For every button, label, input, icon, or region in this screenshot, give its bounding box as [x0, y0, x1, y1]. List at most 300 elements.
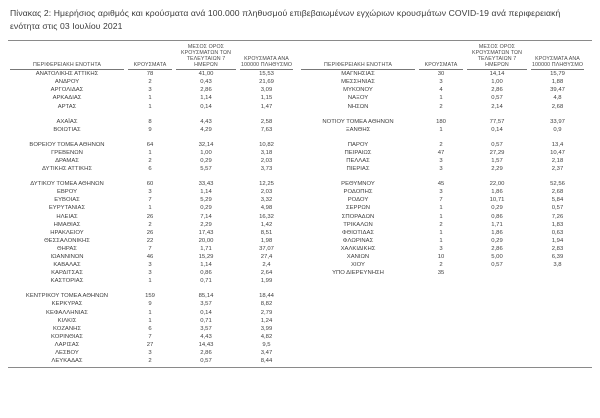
avg7-value: 32,14 — [198, 141, 214, 148]
avg7-value: 0,14 — [200, 103, 212, 110]
table-row — [299, 213, 586, 221]
table-row — [8, 357, 295, 365]
table-row — [299, 261, 586, 269]
per100k-value: 2,79 — [260, 309, 273, 316]
cases-value: 26 — [146, 213, 154, 220]
per100k-value: 52,56 — [550, 181, 565, 188]
region-name: ΑΡΚΑΔΙΑΣ — [52, 95, 82, 102]
avg7-value: 1,14 — [200, 189, 212, 196]
per100k-value: 3,8 — [553, 262, 562, 269]
spacer-row — [8, 285, 295, 292]
avg7-value: 1,14 — [200, 95, 212, 102]
spacer-cell — [299, 134, 586, 141]
table-row — [8, 188, 295, 196]
table-row — [8, 325, 295, 333]
table-row — [299, 204, 586, 212]
cases-value: 2 — [439, 262, 443, 269]
cases-value: 46 — [146, 254, 154, 260]
avg7-value: 77,57 — [489, 118, 505, 125]
region-name: ΑΝΑΤΟΛΙΚΗΣ ΑΤΤΙΚΗΣ — [35, 71, 99, 78]
avg7-value: 0,43 — [200, 79, 212, 86]
cases-value: 47 — [437, 149, 445, 156]
spacer-row — [8, 111, 295, 118]
report-page — [8, 0, 592, 368]
table-row — [299, 94, 586, 102]
table-row — [299, 165, 586, 173]
avg7-value: 2,86 — [200, 87, 212, 94]
table-row — [299, 188, 586, 196]
per100k-value: 3,73 — [260, 166, 273, 173]
avg7-value: 20,00 — [198, 237, 214, 244]
region-name: ΛΕΣΒΟΥ — [55, 350, 79, 357]
table-row — [8, 245, 295, 253]
region-name: ΓΡΕΒΕΝΩΝ — [51, 149, 83, 156]
spacer-row — [299, 173, 586, 180]
region-name: ΧΑΝΙΩΝ — [346, 254, 370, 260]
per100k-value: 21,69 — [259, 79, 274, 86]
cases-value: 7 — [148, 333, 152, 340]
table-row — [8, 78, 295, 86]
avg7-value: 1,86 — [491, 189, 503, 196]
region-name: ΔΥΤΙΚΟΥ ΤΟΜΕΑ ΑΘΗΝΩΝ — [30, 181, 104, 188]
avg7-value: 0,57 — [491, 95, 503, 102]
table-row — [299, 118, 586, 126]
table-row — [299, 86, 586, 94]
avg7-value: 0,29 — [491, 237, 503, 244]
region-name: ΡΟΔΟΠΗΣ — [343, 189, 373, 196]
per100k-value: 27,4 — [260, 254, 273, 260]
region-name: ΣΠΟΡΑΔΩΝ — [341, 213, 375, 220]
per100k-value: 3,99 — [260, 325, 273, 332]
per100k-value: 2,37 — [551, 166, 564, 173]
table-row — [8, 317, 295, 325]
avg7-value: 5,29 — [200, 197, 212, 204]
region-name: ΕΥΡΥΤΑΝΙΑΣ — [48, 205, 86, 212]
per100k-value: 6,39 — [551, 254, 564, 260]
region-name: ΗΛΕΙΑΣ — [56, 213, 78, 220]
avg7-value: 0,14 — [200, 309, 212, 316]
region-name: ΦΛΩΡΙΝΑΣ — [342, 237, 374, 244]
cases-value: 26 — [146, 229, 154, 236]
region-name: ΘΗΡΑΣ — [57, 245, 77, 252]
cases-value: 8 — [148, 118, 152, 125]
per100k-value: 0,9 — [553, 126, 562, 133]
table-row — [8, 157, 295, 165]
table-row — [8, 253, 295, 261]
regions-table-left — [8, 41, 295, 366]
avg7-value: 2,29 — [491, 166, 503, 173]
header-row — [299, 41, 586, 71]
avg7-value: 1,71 — [491, 221, 503, 228]
spacer-cell — [8, 111, 295, 118]
table-row — [299, 126, 586, 134]
table-row — [299, 253, 586, 261]
table-row — [8, 94, 295, 102]
per100k-value: 15,79 — [550, 71, 565, 78]
spacer-cell — [8, 134, 295, 141]
table-row — [299, 141, 586, 149]
avg7-value — [465, 269, 529, 277]
table-row — [8, 269, 295, 277]
region-name: ΡΟΔΟΥ — [347, 197, 369, 204]
region-name: ΙΩΑΝΝΙΝΩΝ — [50, 254, 84, 260]
table-row — [299, 78, 586, 86]
region-name: ΚΑΣΤΟΡΙΑΣ — [50, 278, 84, 285]
cases-value: 3 — [439, 189, 443, 196]
per100k-value: 8,51 — [260, 229, 273, 236]
cases-value: 27 — [146, 341, 154, 348]
region-name: ΠΕΙΡΑΙΩΣ — [344, 149, 372, 156]
avg7-value: 4,29 — [200, 126, 212, 133]
cases-value: 1 — [148, 149, 152, 156]
region-name: ΒΟΡΕΙΟΥ ΤΟΜΕΑ ΑΘΗΝΩΝ — [29, 141, 105, 148]
cases-value: 3 — [439, 157, 443, 164]
region-name: ΠΕΛΛΑΣ — [346, 157, 370, 164]
per100k-value: 1,47 — [260, 103, 273, 110]
spacer-row — [299, 111, 586, 118]
region-name: ΒΟΙΩΤΙΑΣ — [53, 126, 81, 133]
avg7-value: 2,29 — [200, 221, 212, 228]
cases-value: 10 — [437, 254, 445, 260]
per100k-value: 7,63 — [260, 126, 273, 133]
per100k-value: 2,4 — [262, 262, 271, 269]
region-name: ΜΥΚΟΝΟΥ — [343, 87, 373, 94]
region-name: ΤΡΙΚΑΛΩΝ — [343, 221, 373, 228]
avg7-value: 41,00 — [198, 71, 214, 78]
per100k-value: 3,32 — [260, 197, 273, 204]
per100k-value: 10,47 — [550, 149, 565, 156]
avg7-value: 14,43 — [198, 341, 214, 348]
cases-value: 7 — [148, 197, 152, 204]
per100k-value — [529, 269, 586, 277]
region-name: ΔΡΑΜΑΣ — [55, 157, 79, 164]
cases-value: 1 — [439, 213, 443, 220]
region-name: ΣΕΡΡΩΝ — [345, 205, 371, 212]
avg7-value: 2,86 — [491, 245, 503, 252]
per100k-value: 2,64 — [260, 270, 273, 277]
cases-value: 3 — [148, 87, 152, 94]
cases-value: 3 — [148, 189, 152, 196]
cases-value: 1 — [439, 237, 443, 244]
region-name: ΚΑΡΔΙΤΣΑΣ — [51, 270, 83, 277]
region-name: ΗΜΑΘΙΑΣ — [53, 221, 81, 228]
avg7-value: 22,00 — [489, 181, 505, 188]
col-header-avg7: ΜΕΣΟΣ ΟΡΟΣ ΚΡΟΥΣΜΑΤΩΝ ΤΩΝ ΤΕΛΕΥΤΑΙΩΝ 7 ΗΜΕΡΩΝ — [174, 41, 238, 71]
table-caption: Πίνακας 2: Ημερήσιος αριθμός και κρούσματα ανά 100.000 πληθυσμού επιβεβαιωμένων εγχώριων κρουσμάτων COVID-19 ανά περιφερειακή ενότητα στις 03 Ιουλίου 2021 — [10, 8, 561, 32]
table-row — [8, 86, 295, 94]
table-row — [299, 70, 586, 78]
per100k-value: 13,4 — [551, 141, 564, 148]
header-row — [8, 41, 295, 71]
per100k-value: 3,18 — [260, 149, 273, 156]
per100k-value: 0,57 — [551, 205, 564, 212]
per100k-value: 2,68 — [551, 189, 564, 196]
cases-value: 2 — [148, 358, 152, 365]
avg7-value: 7,14 — [200, 213, 212, 220]
per100k-value: 2,58 — [260, 118, 273, 125]
spacer-cell — [299, 173, 586, 180]
region-name: ΚΕΦΑΛΛΗΝΙΑΣ — [46, 309, 88, 316]
table-row — [8, 333, 295, 341]
per100k-value: 8,82 — [260, 301, 273, 308]
region-name: ΡΕΘΥΜΝΟΥ — [341, 181, 375, 188]
avg7-value: 33,43 — [198, 181, 214, 188]
per100k-value: 1,83 — [551, 221, 564, 228]
per100k-value: 2,03 — [260, 189, 273, 196]
per100k-value: 4,82 — [260, 333, 273, 340]
per100k-value: 33,97 — [550, 118, 565, 125]
avg7-value: 1,00 — [200, 149, 212, 156]
spacer-row — [8, 134, 295, 141]
cases-value: 3 — [439, 166, 443, 173]
avg7-value: 1,71 — [200, 245, 212, 252]
cases-value: 1 — [439, 126, 443, 133]
table-row — [8, 237, 295, 245]
cases-value: 1 — [439, 95, 443, 102]
region-name: ΗΡΑΚΛΕΙΟΥ — [50, 229, 84, 236]
region-name: ΕΒΡΟΥ — [56, 189, 78, 196]
cases-value: 9 — [148, 301, 152, 308]
avg7-value: 4,43 — [200, 118, 212, 125]
cases-value: 3 — [439, 245, 443, 252]
spacer-cell — [299, 111, 586, 118]
cases-value: 60 — [146, 181, 154, 188]
cases-value: 2 — [439, 221, 443, 228]
per100k-value: 1,15 — [260, 95, 273, 102]
avg7-value: 3,57 — [200, 301, 212, 308]
region-name: ΚΑΒΑΛΑΣ — [53, 262, 81, 269]
avg7-value: 14,14 — [489, 71, 505, 78]
table-row — [299, 245, 586, 253]
region-name: ΛΑΡΙΣΑΣ — [54, 341, 80, 348]
table-row — [8, 141, 295, 149]
covid-region-tables — [8, 40, 592, 369]
cases-value: 78 — [146, 71, 154, 78]
col-header-per100k: ΚΡΟΥΣΜΑΤΑ ΑΝΑ 100000 ΠΛΗΘΥΣΜΟ — [238, 41, 295, 71]
table-row — [299, 196, 586, 204]
per100k-value: 7,26 — [551, 213, 564, 220]
region-name: ΚΕΝΤΡΙΚΟΥ ΤΟΜΕΑ ΑΘΗΝΩΝ — [25, 293, 109, 300]
spacer-row — [8, 173, 295, 180]
region-name: ΔΥΤΙΚΗΣ ΑΤΤΙΚΗΣ — [42, 166, 92, 173]
per100k-value: 1,42 — [260, 221, 273, 228]
region-name: ΧΙΟΥ — [351, 262, 365, 269]
avg7-value: 27,29 — [489, 149, 505, 156]
spacer-cell — [8, 285, 295, 292]
avg7-value: 4,43 — [200, 333, 212, 340]
cases-value: 1 — [439, 229, 443, 236]
per100k-value: 2,83 — [551, 245, 564, 252]
table-row — [8, 180, 295, 188]
table-row — [8, 118, 295, 126]
region-name: ΑΡΓΟΛΙΔΑΣ — [50, 87, 84, 94]
avg7-value: 1,00 — [491, 79, 503, 86]
per100k-value: 2,68 — [551, 103, 564, 110]
region-name: ΥΠΟ ΔΙΕΡΕΥΝΗΣΗ — [332, 270, 384, 277]
cases-value: 3 — [148, 262, 152, 269]
avg7-value: 2,86 — [200, 350, 212, 357]
table-row — [8, 196, 295, 204]
avg7-value: 85,14 — [198, 293, 214, 300]
cases-value: 64 — [146, 141, 154, 148]
table-row — [299, 237, 586, 245]
cases-value: 4 — [439, 87, 443, 94]
avg7-value: 0,71 — [200, 317, 212, 324]
per100k-value: 1,99 — [260, 278, 273, 285]
cases-value: 2 — [439, 103, 443, 110]
cases-value: 35 — [437, 270, 445, 277]
col-header-cases: ΚΡΟΥΣΜΑΤΑ — [126, 41, 174, 71]
per100k-value: 12,25 — [259, 181, 274, 188]
table-row — [8, 103, 295, 111]
regions-table-right — [299, 41, 586, 278]
table-row — [299, 221, 586, 229]
cases-value: 6 — [148, 166, 152, 173]
per100k-value: 4,8 — [553, 95, 562, 102]
cases-value: 1 — [439, 205, 443, 212]
region-name: ΑΡΤΑΣ — [57, 103, 77, 110]
cases-value: 1 — [148, 278, 152, 285]
region-name: ΠΙΕΡΙΑΣ — [346, 166, 370, 173]
cases-value: 22 — [146, 237, 154, 244]
col-header-region: ΠΕΡΙΦΕΡΕΙΑΚΗ ΕΝΟΤΗΤΑ — [8, 41, 126, 71]
per100k-value: 39,47 — [550, 87, 565, 94]
per100k-value: 1,24 — [260, 317, 273, 324]
per100k-value: 2,03 — [260, 157, 273, 164]
cases-value: 2 — [148, 157, 152, 164]
avg7-value: 0,57 — [200, 358, 212, 365]
region-name: ΚΙΛΚΙΣ — [57, 317, 77, 324]
per100k-value: 18,44 — [259, 293, 274, 300]
table-row — [8, 221, 295, 229]
col-header-region: ΠΕΡΙΦΕΡΕΙΑΚΗ ΕΝΟΤΗΤΑ — [299, 41, 417, 71]
per100k-value: 8,44 — [260, 358, 273, 365]
cases-value: 45 — [437, 181, 445, 188]
cases-value: 3 — [148, 350, 152, 357]
avg7-value: 0,14 — [491, 126, 503, 133]
table-row — [8, 292, 295, 300]
cases-value: 1 — [148, 205, 152, 212]
avg7-value: 0,29 — [491, 205, 503, 212]
col-header-cases: ΚΡΟΥΣΜΑΤΑ — [417, 41, 465, 71]
region-name: ΞΑΝΘΗΣ — [345, 126, 371, 133]
region-name: ΝΗΣΩΝ — [347, 103, 369, 110]
avg7-value: 10,71 — [489, 197, 505, 204]
table-row — [8, 309, 295, 317]
table-row — [8, 204, 295, 212]
cases-value: 1 — [148, 95, 152, 102]
spacer-row — [299, 134, 586, 141]
region-name: ΑΝΔΡΟΥ — [54, 79, 80, 86]
cases-value: 3 — [148, 270, 152, 277]
region-name: ΚΟΡΙΝΘΙΑΣ — [51, 333, 83, 340]
per100k-value: 1,94 — [551, 237, 564, 244]
region-name: ΠΑΡΟΥ — [347, 141, 369, 148]
avg7-value: 5,57 — [200, 166, 212, 173]
avg7-value: 0,29 — [200, 157, 212, 164]
table-row — [8, 126, 295, 134]
avg7-value: 2,86 — [491, 87, 503, 94]
spacer-cell — [8, 173, 295, 180]
table-row — [8, 165, 295, 173]
per100k-value: 0,63 — [551, 229, 564, 236]
region-name: ΚΕΡΚΥΡΑΣ — [51, 301, 83, 308]
table-row — [8, 341, 295, 349]
region-name: ΧΑΛΚΙΔΙΚΗΣ — [340, 245, 376, 252]
per100k-value: 1,98 — [260, 237, 273, 244]
table-row — [8, 300, 295, 308]
avg7-value: 17,43 — [198, 229, 214, 236]
table-row — [8, 149, 295, 157]
table-row — [8, 213, 295, 221]
per100k-value: 10,82 — [259, 141, 274, 148]
region-name: ΜΑΓΝΗΣΙΑΣ — [341, 71, 375, 78]
table-row — [299, 149, 586, 157]
table-row — [299, 180, 586, 188]
table-row — [299, 229, 586, 237]
per100k-value: 3,47 — [260, 350, 273, 357]
cases-value: 7 — [439, 197, 443, 204]
avg7-value: 0,86 — [200, 270, 212, 277]
cases-value: 180 — [436, 118, 446, 125]
avg7-value: 15,29 — [198, 254, 214, 260]
table-row — [299, 103, 586, 111]
cases-value: 9 — [148, 126, 152, 133]
avg7-value: 0,29 — [200, 205, 212, 212]
cases-value: 6 — [148, 325, 152, 332]
region-name: ΑΧΑΪΑΣ — [56, 118, 78, 125]
cases-value: 1 — [148, 317, 152, 324]
region-name: ΝΑΞΟΥ — [347, 95, 369, 102]
cases-value: 159 — [145, 293, 155, 300]
col-header-per100k: ΚΡΟΥΣΜΑΤΑ ΑΝΑ 100000 ΠΛΗΘΥΣΜΟ — [529, 41, 586, 71]
avg7-value: 5,00 — [491, 254, 503, 260]
cases-value: 30 — [437, 71, 445, 78]
avg7-value: 3,57 — [200, 325, 212, 332]
per100k-value: 37,07 — [259, 245, 274, 252]
table-row — [299, 269, 586, 277]
per100k-value: 16,32 — [259, 213, 274, 220]
avg7-value: 0,71 — [200, 278, 212, 285]
per100k-value: 4,98 — [260, 205, 273, 212]
cases-value: 1 — [148, 103, 152, 110]
table-row — [8, 229, 295, 237]
avg7-value: 1,14 — [200, 262, 212, 269]
avg7-value: 0,86 — [491, 213, 503, 220]
avg7-value: 1,57 — [491, 157, 503, 164]
avg7-value: 2,14 — [491, 103, 503, 110]
region-name: ΘΕΣΣΑΛΟΝΙΚΗΣ — [44, 237, 90, 244]
col-header-avg7: ΜΕΣΟΣ ΟΡΟΣ ΚΡΟΥΣΜΑΤΩΝ ΤΩΝ ΤΕΛΕΥΤΑΙΩΝ 7 ΗΜΕΡΩΝ — [465, 41, 529, 71]
region-name: ΦΘΙΩΤΙΔΑΣ — [341, 229, 375, 236]
region-name: ΝΟΤΙΟΥ ΤΟΜΕΑ ΑΘΗΝΩΝ — [322, 118, 394, 125]
cases-value: 2 — [148, 221, 152, 228]
cases-value: 7 — [148, 245, 152, 252]
avg7-value: 0,57 — [491, 262, 503, 269]
region-name: ΕΥΒΟΙΑΣ — [54, 197, 80, 204]
per100k-value: 1,88 — [551, 79, 564, 86]
per100k-value: 5,84 — [551, 197, 564, 204]
cases-value: 2 — [439, 141, 443, 148]
avg7-value: 0,57 — [491, 141, 503, 148]
per100k-value: 15,53 — [259, 71, 274, 78]
per100k-value: 3,09 — [260, 87, 273, 94]
table-row — [8, 277, 295, 285]
table-row — [8, 70, 295, 78]
cases-value: 1 — [148, 309, 152, 316]
table-row — [299, 157, 586, 165]
cases-value: 2 — [148, 79, 152, 86]
